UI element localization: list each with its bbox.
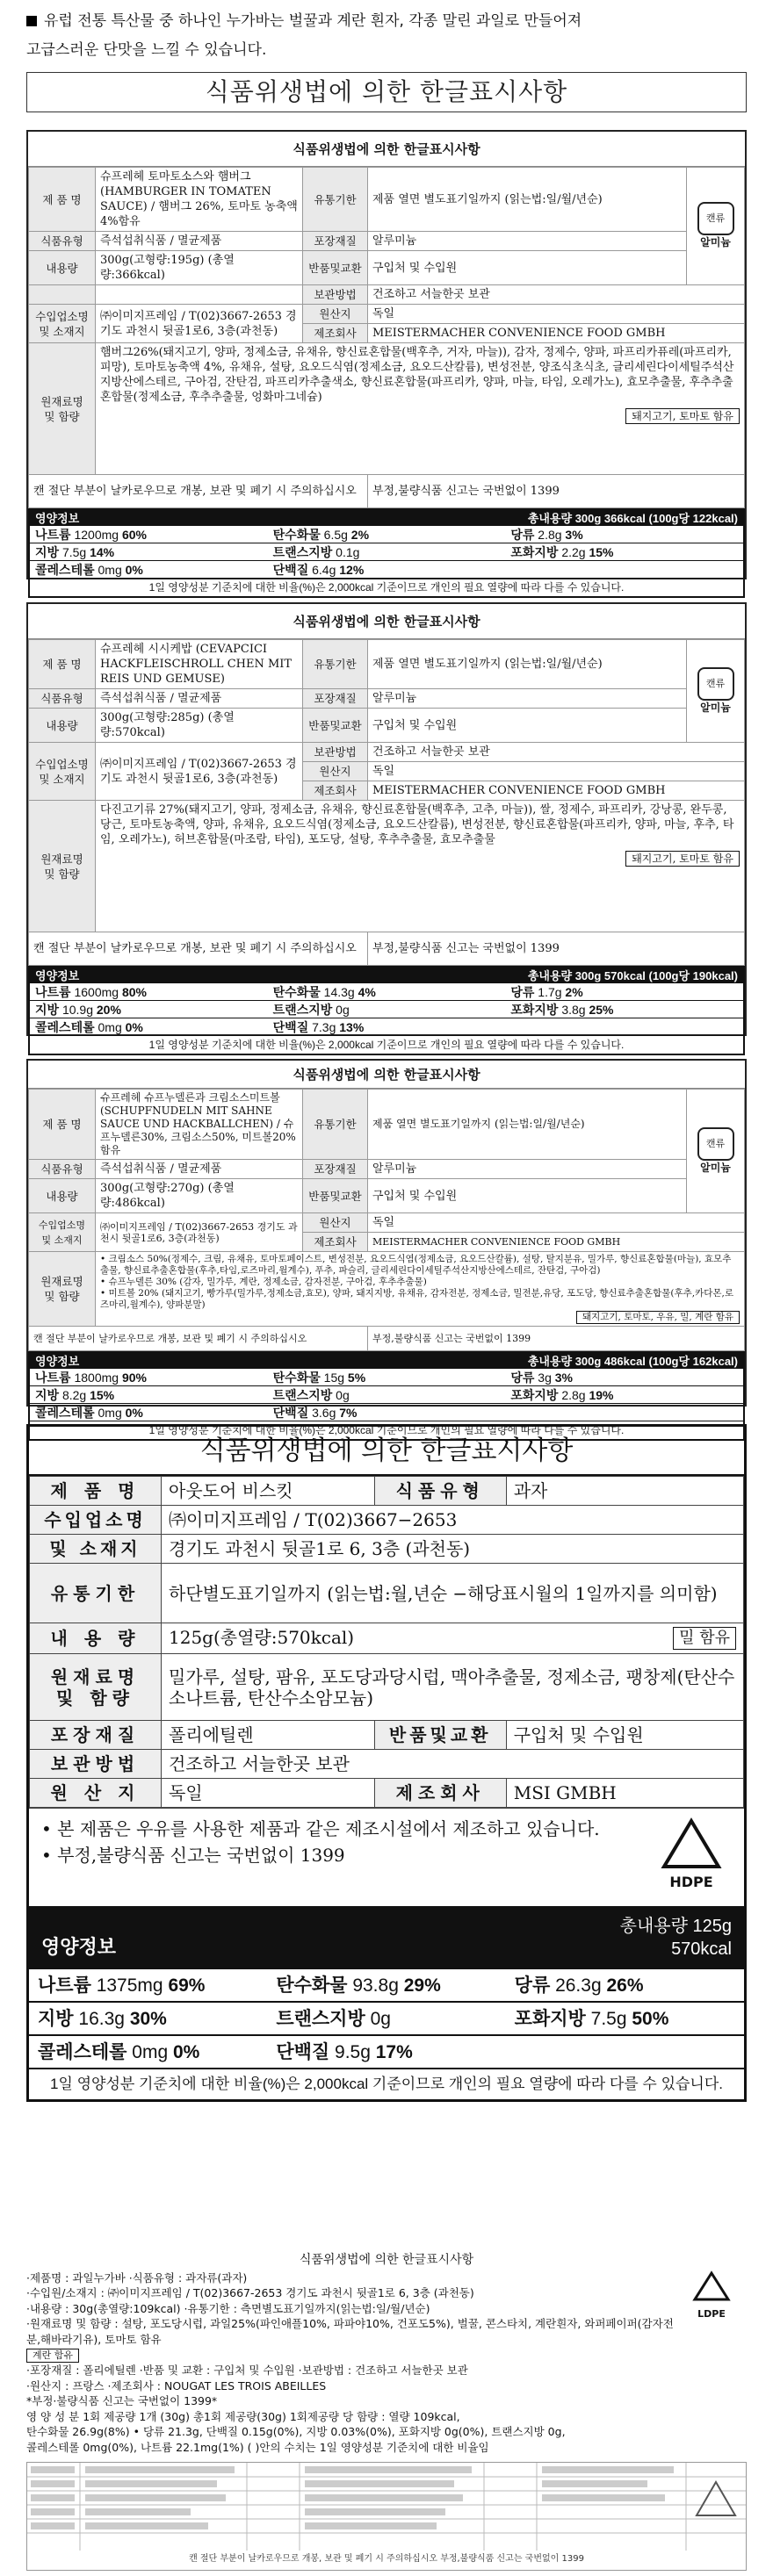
- nutrition-grid: 나트륨 1200mg 60% 탄수화물 6.5g 2% 당류 2.8g 3% 지방 7.5g 14% 트랜스지방 0.1g 포화지방 2.2g 15% 콜레스테롤 0mg 0% 단백질 6.4g 12%: [28, 526, 745, 579]
- small-label-grid: [27, 2463, 746, 2551]
- panel-title: 식품위생법에 의한 한글표시사항: [29, 1427, 744, 1476]
- ldpe-mark: LDPE: [685, 2270, 738, 2321]
- product-name: 슈프레헤 토마토소스와 햄버그 (HAMBURGER IN TOMATEN SAUCE) / 햄버그 26%, 토마토 농축액 4%함유: [96, 168, 303, 232]
- intro-text: 유럽 전통 특산물 중 하나인 누가바는 벌꿀과 계란 흰자, 각종 말린 과일로 만들어져 고급스러운 단맛을 느낄 수 있습니다.: [26, 12, 582, 59]
- allergy-badge: 돼지고기, 토마토, 우유, 밀, 계란 함유: [576, 1311, 740, 1324]
- label-panel-biscuit: 식품위생법에 의한 한글표시사항 제 품 명 아웃도어 비스킷 식품유형 과자 수입업소명 ㈜이미지프레임 / T(02)3667−2653 및 소재지 경기도 과천시 뒷골1로 6, 3층 (과천동) 유통기한 하단별도표기일까지 (읽는법:월,년순 −해당표시월의 1일까지를 의미함) 내 용 량 125g(총열량:570kcal) 밀 함유 원재료명 및 함량 밀가루, 설탕, 팜유, 포도당과당시럽, 맥아추출물, 정제소금, 팽창제(탄산수소나트륨, 탄산수소암모늄) 포장재질 폴리에틸렌 반품및교환 구입처 및 수입원 보관방법 건조하고 서늘한곳 보관 원 산 지 독일 제조회사 MSI GMBH • 본 제품은 우유를 사용한 제품과 같은 제조시설에서 제조하고 있습니다. • 부정,불량식품 신고는 국번없이 1399 HDPE 영양정보 총내용량 125g 570kcal 나트륨 1375mg 69% 탄수화물 93.8g 29% 당류 26.3g 26% 지방 16.3g 30% 트랜스지방 0g 포화지방 7.5g 50% 콜레스테롤 0mg 0% 단백질 9.5g 17% 1일 영양성분 기준치에 대한 비율(%)은 2,000kcal 기준이므로 개인의 필요 열량에 따라 다를 수 있습니다.: [26, 1424, 747, 2102]
- wheat-badge: 밀 함유: [673, 1627, 736, 1650]
- ingredients-text: 다진고기류 27%(돼지고기, 양파, 정제소금, 유채유, 향신료혼합물(백후추, 고추, 마늘)), 쌀, 정제수, 파프리카, 강낭콩, 완두콩, 당근, 토마토농축액, 양파, 유채유, 요오드식염(정제소금, 요오드산칼륨), 변성전분, 향신료혼합물(파프리카, 양파, 마늘, 후추, 타임, 오레가노), 허브혼합물(마조람, 타임), 포도당, 설탕, 후추추출물, 효모추출물: [100, 803, 734, 846]
- report-text: 부정,불량식품 신고는 국번없이 1399: [368, 475, 745, 508]
- nutrition-header: 영양정보 총내용량 300g 366kcal (100g당 122kcal): [28, 508, 745, 526]
- nutrition-header: 영양정보 총내용량 125g 570kcal: [29, 1906, 744, 1969]
- notice-text: • 본 제품은 우유를 사용한 제품과 같은 제조시설에서 제조하고 있습니다.: [41, 1818, 600, 1839]
- nutrition-grid: 나트륨 1375mg 69% 탄수화물 93.8g 29% 당류 26.3g 26% 지방 16.3g 30% 트랜스지방 0g 포화지방 7.5g 50% 콜레스테롤 0mg 0% 단백질 9.5g 17%: [29, 1969, 744, 2069]
- expiry-value: 제품 열면 별도표기일까지 (읽는법:일/월/년순): [368, 168, 687, 232]
- egg-badge: 계란 함유: [26, 2349, 79, 2363]
- label-panel-schupfnudeln: 식품위생법에 의한 한글표시사항 제 품 명 슈프레헤 슈프누델른과 크림소스미트볼 (SCHUPFNUDELN MIT SAHNE SAUCE UND HACKBALLCHEN) / 슈프누델른30%, 크림소스50%, 미트볼20% 함유 유통기한 제품 열면 별도표기일까지 (읽는법:일/월/년순) 캔류 알미늄 식품유형 즉석섭취식품 / 멸균제품 포장재질 알루미늄 내용량 300g(고형량:270g) (총열량:486kcal) 반품및교환 구입처 및 수입원 수입업소명 및 소재지 ㈜이미지프레임 / T(02)3667-2653 경기도 과천시 뒷골1로6, 3층(과천동) 원산지 독일 제조회사 MEISTERMACHER CONVENIENCE FOOD GMBH 원재료명 및 함량 • 크림소스 50%(정제수, 크림, 유채유, 토마토페이스트, 변성전분, 요오드식염(정제소금, 요오드산칼륨), 설탕, 탈지분유, 밀가루, 향신료혼합물(마늘), 효모추출물, 향신료추출혼합물(후추,타임,로즈마리,월계수), 푸추, 파슬리, 글리세린다이세틸주석산지방산에스테르, 잔탄검, 구아검) • 슈프누델른 30% (감자, 밀가루, 계란, 정제소금, 감자전분, 구아검, 후추추출물) • 미트볼 20% (돼지고기, 빵가루(밀가루,정제소금,효모), 양파, 돼지지방, 유채유, 감자전분, 정제소금, 밀전분,유당, 포도당, 향신료추출혼합물(후추,카다몬,로즈마리,월계수), 양파분말) 돼지고기, 토마토, 우유, 밀, 계란 함유 캔 절단 부분이 날카로우므로 개봉, 보관 및 폐기 시 주의하십시오 부정,불량식품 신고는 국번없이 1399 영양정보 총내용량 300g 486kcal (100g당 162kcal) 나트륨 1800mg 90% 탄수화물 15g 5% 당류 3g 3% 지방 8.2g 15% 트랜스지방 0g 포화지방 2.8g 19% 콜레스테롤 0mg 0% 단백질 3.6g 7% 1일 영양성분 기준치에 대한 비율(%)은 2,000kcal 기준이므로 개인의 필요 열량에 따라 다를 수 있습니다.: [26, 1059, 747, 1407]
- caution-text: 캔 절단 부분이 날카로우므로 개봉, 보관 및 폐기 시 주의하십시오: [29, 475, 368, 508]
- label-panel-cevapcici: 식품위생법에 의한 한글표시사항 제 품 명 슈프레헤 시시케밥 (CEVAPCICI HACKFLEISCHROLL CHEN MIT REIS UND GEMUSE) 유통기한 제품 열면 별도표기일까지 (읽는법:일/월/년순) 캔류 알미늄 식품유형 즉석섭취식품 / 멸균제품 포장재질 알루미늄 내용량 300g(고형량:285g) (총열량:570kcal) 반품및교환 구입처 및 수입원 수입업소명 및 소재지 ㈜이미지프레임 / T(02)3667-2653 경기도 과천시 뒷골1로6, 3층(과천동) 보관방법 건조하고 서늘한곳 보관 원산지 독일 제조회사 MEISTERMACHER CONVENIENCE FOOD GMBH 원재료명 및 함량 다진고기류 27%(돼지고기, 양파, 정제소금, 유채유, 향신료혼합물(백후추, 고추, 마늘)), 쌀, 정제수, 파프리카, 강낭콩, 완두콩, 당근, 토마토농축액, 양파, 유채유, 요오드식염(정제소금, 요오드산칼륨), 변성전분, 향신료혼합물(파프리카, 양파, 마늘, 후추, 타임, 오레가노), 허브혼합물(마조람, 타임), 포도당, 설탕, 후추추출물, 효모추출물 돼지고기, 토마토 함유 캔 절단 부분이 날카로우므로 개봉, 보관 및 폐기 시 주의하십시오 부정,불량식품 신고는 국번없이 1399 영양정보 총내용량 300g 570kcal (100g당 190kcal) 나트륨 1600mg 80% 탄수화물 14.3g 4% 당류 1.7g 2% 지방 10.9g 20% 트랜스지방 0g 포화지방 3.8g 25% 콜레스테롤 0mg 0% 단백질 7.3g 13% 1일 영양성분 기준치에 대한 비율(%)은 2,000kcal 기준이므로 개인의 필요 열량에 따라 다를 수 있습니다.: [26, 602, 747, 1036]
- nutrition-header: 영양정보 총내용량 300g 570kcal (100g당 190kcal): [28, 966, 745, 983]
- ingredients-text: 햄버그26%(돼지고기, 양파, 정제소금, 유채유, 향신료혼합물(백후추, 거자, 마늘)), 감자, 정제수, 양파, 파프리카퓨레(파프리카, 피망), 토마토농축액 4%, 유채유, 설탕, 요오드식염(정제소금, 요오드산칼륨), 변성전분, 양조식초식초, 글리세린다이세틸주석산지방산에스테르, 구아검, 잔탄검, 파프리카추출색소, 향신료혼합물(파프리카, 양파, 마늘, 타임, 오레가노), 효모추출물, 후추추출혼합물(정제소금, 후추추출물, 엉화마그네슘): [100, 346, 734, 404]
- product-name: 아웃도어 비스킷: [162, 1477, 375, 1506]
- recycle-triangle-icon: [692, 2270, 731, 2302]
- label-panel-small: [26, 2462, 747, 2571]
- hdpe-mark: HDPE: [639, 1809, 744, 1906]
- report-text: • 부정,불량식품 신고는 국번없이 1399: [41, 1845, 345, 1866]
- panel-title: 식품위생법에 의한 한글표시사항: [28, 132, 745, 167]
- recycle-triangle-icon: 캔류: [697, 202, 734, 235]
- recycle-mark: 캔류 알미늄: [687, 168, 745, 285]
- recycle-triangle-icon: 캔류: [697, 667, 734, 701]
- nutrition-grid: 나트륨 1600mg 80% 탄수화물 14.3g 4% 당류 1.7g 2% 지방 10.9g 20% 트랜스지방 0g 포화지방 3.8g 25% 콜레스테롤 0mg 0% 단백질 7.3g 13%: [28, 983, 745, 1036]
- panel-title: 식품위생법에 의한 한글표시사항: [299, 2253, 474, 2267]
- recycle-triangle-icon: 캔류: [697, 1127, 734, 1161]
- allergy-badge: 돼지고기, 토마토 함유: [625, 408, 740, 424]
- bullet-square-icon: [26, 16, 37, 26]
- recycle-triangle-icon: [661, 1817, 722, 1870]
- nutrition-footnote: 1일 영양성분 기준치에 대한 비율(%)은 2,000kcal 기준이므로 개인의 필요 열량에 따라 다를 수 있습니다.: [50, 2076, 723, 2092]
- nutrition-header: 영양정보 총내용량 300g 486kcal (100g당 162kcal): [28, 1351, 745, 1369]
- nutrition-grid: 나트륨 1800mg 90% 탄수화물 15g 5% 당류 3g 3% 지방 8.2g 15% 트랜스지방 0g 포화지방 2.8g 19% 콜레스테롤 0mg 0% 단백질 3.6g 7%: [28, 1369, 745, 1421]
- nutrition-footnote: 1일 영양성분 기준치에 대한 비율(%)은 2,000kcal 기준이므로 개인의 필요 열량에 따라 다를 수 있습니다.: [28, 579, 745, 598]
- label-panel-hamburger: 식품위생법에 의한 한글표시사항 제 품 명 슈프레헤 토마토소스와 햄버그 (HAMBURGER IN TOMATEN SAUCE) / 햄버그 26%, 토마토 농축액 4%함유 유통기한 제품 열면 별도표기일까지 (읽는법:일/월/년순) 캔류 알미늄 식품유형 즉석섭취식품 / 멸균제품 포장재질 알루미늄 내용량 300g(고형량:195g) (총열량:366kcal) 반품및교환 구입처 및 수입원 보관방법 건조하고 서늘한곳 보관 수입업소명 및 소재지 ㈜이미지프레임 / T(02)3667-2653 경기도 과천시 뒷골1로6, 3층(과천동) 원산지 독일 제조회사 MEISTERMACHER CONVENIENCE FOOD GMBH 원재료명 및 함량 햄버그26%(돼지고기, 양파, 정제소금, 유채유, 향신료혼합물(백후추, 거자, 마늘)), 감자, 정제수, 양파, 파프리카퓨레(파프리카, 피망), 토마토농축액 4%, 유채유, 설탕, 요오드식염(정제소금, 요오드산칼륨), 변성전분, 양조식초식초, 글리세린다이세틸주석산지방산에스테르, 구아검, 잔탄검, 파프리카추출색소, 향신료혼합물(파프리카, 양파, 마늘, 타임, 오레가노), 효모추출물, 후추추출혼합물(정제소금, 후추추출물, 엉화마그네슘) 돼지고기, 토마토 함유 캔 절단 부분이 날카로우므로 개봉, 보관 및 폐기 시 주의하십시오 부정,불량식품 신고는 국번없이 1399 영양정보 총내용량 300g 366kcal (100g당 122kcal) 나트륨 1200mg 60% 탄수화물 6.5g 2% 당류 2.8g 3% 지방 7.5g 14% 트랜스지방 0.1g 포화지방 2.2g 15% 콜레스테롤 0mg 0% 단백질 6.4g 12% 1일 영양성분 기준치에 대한 비율(%)은 2,000kcal 기준이므로 개인의 필요 열량에 따라 다를 수 있습니다.: [26, 130, 747, 579]
- allergy-badge: 돼지고기, 토마토 함유: [625, 851, 740, 867]
- recycle-mark: 캔류 알미늄: [687, 640, 745, 743]
- section-title: 식품위생법에 의한 한글표시사항: [26, 72, 747, 112]
- small-label-caption: 캔 절단 부분이 날카로우므로 개봉, 보관 및 폐기 시 주의하십시오 부정,불량식품 신고는 국번없이 1399: [189, 2554, 584, 2564]
- recycle-mark: 캔류 알미늄: [687, 1090, 745, 1213]
- label-panel-nougat: 식품위생법에 의한 한글표시사항 LDPE ·제품명 : 과일누가바 ·식품유형 : 과자류(과자) ·수입원/소재지 : ㈜이미지프레임 / T(02)3667-2653 경기도 과천시 뒷골1로 6, 3층 (과천동) ·내용량 : 30g(총열량:109kcal) ·유통기한 : 측면별도표기일까지(읽는법:일/월/년순) ·원재료명 및 함량 : 설탕, 포도당시럽, 과일25%(파인애플10%, 파파야10%, 건포도5%), 벌꿀, 콘스타치, 계란흰자, 와퍼페이퍼(감자전분,해바라기유), 토마토 함유 계란 함유 ·포장재질 : 폴리에틸렌 ·반품 및 교환 : 구입처 및 수입원 ·보관방법 : 건조하고 서늘한곳 보관 ·원산지 : 프랑스 ·제조회사 : NOUGAT LES TROIS ABEILLES *부정·불량식품 신고는 국번없이 1399* 영 양 성 분 1회 제공량 1개 (30g) 총1회 제공량(30g) 1회제공량 당 함량 : 열량 109kcal, 탄수화물 26.9g(8%) • 당류 21.3g, 단백질 0.15g(0%), 지방 0.03%(0%), 포화지방 0g(0%), 트랜스지방 0g, 콜레스테롤 0mg(0%), 나트륨 22.1mg(1%) ( )안의 수치는 1일 영양성분 기준치에 대한 비율임: [26, 2253, 747, 2455]
